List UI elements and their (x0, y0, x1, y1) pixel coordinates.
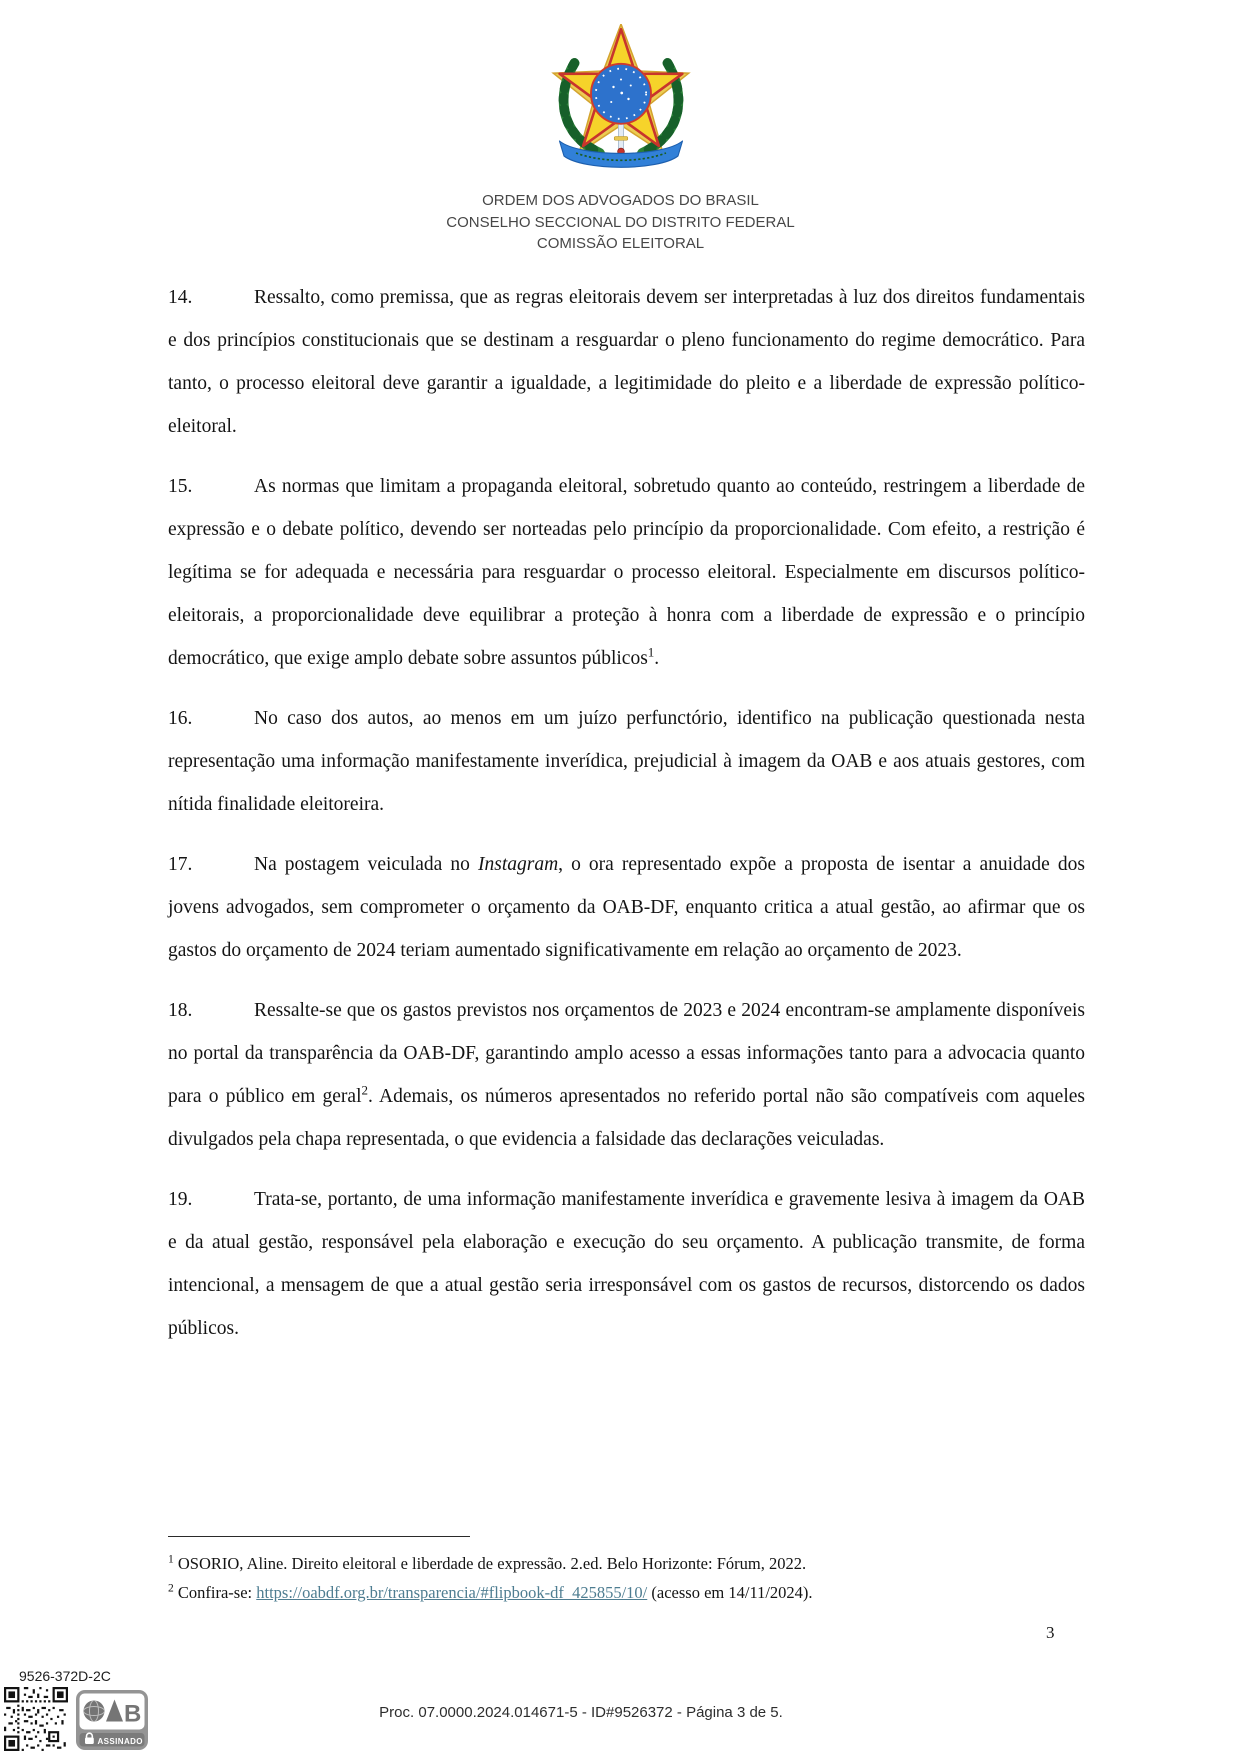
footnote-2 (168, 1578, 1088, 1607)
org-name-line1: ORDEM DOS ADVOGADOS DO BRASIL (482, 192, 759, 209)
footnote-1 (168, 1549, 1088, 1578)
footnote-text: Confira-se: (173, 1583, 257, 1602)
paragraph-14 (168, 276, 1085, 448)
document-code: 9526-372D-2C (19, 1668, 111, 1684)
signed-label: ASSINADO (97, 1736, 143, 1746)
org-name-line2: CONSELHO SECCIONAL DO DISTRITO FEDERAL (446, 213, 795, 231)
page-number: 3 (1046, 1623, 1055, 1642)
footnote-marker: 1 (168, 1553, 174, 1566)
footnote-text: (acesso em 14/11/2024). (647, 1583, 813, 1602)
paragraph-number: 18. (168, 1000, 193, 1021)
document-body (168, 276, 1085, 1367)
oab-logo-letter-b: B (124, 1700, 142, 1728)
paragraph-15 (168, 465, 1085, 680)
paragraph-text: No caso dos autos, ao menos em um juízo perfunctório, identifico na publicação questionada nesta representação uma informação manifestamente inverídica, prejudicial à imagem da OAB e aos atuais gestores, com nítida finalidade eleitoreira. (168, 708, 1085, 815)
paragraph-number: 19. (168, 1189, 193, 1210)
paragraph-text: . (654, 648, 660, 669)
paragraph-19 (168, 1178, 1085, 1350)
org-name-line3: COMISSÃO ELEITORAL (536, 235, 705, 252)
org-header (0, 190, 1241, 255)
paragraph-text: Trata-se, portanto, de uma informação manifestamente inverídica e gravemente lesiva à imagem da OAB e da atual gestão, responsável pela elaboração e execução do seu orçamento. A publicação transmite, de forma intencional, a mensagem de que a atual gestão seria irresponsável com os gastos de recursos, distorcendo os dados públicos. (168, 1189, 1085, 1339)
paragraph-16 (168, 697, 1085, 826)
paragraph-text: , o ora representado expõe a proposta de isentar a anuidade dos jovens advogados, sem comprometer o orçamento da OAB-DF, enquanto critica a atual gestão, ao afirmar que os gastos do orçamento de 2024 teriam aumentado significativamente em relação ao orçamento de 2023. (168, 854, 1085, 961)
footnote-marker: 2 (168, 1582, 174, 1595)
oab-signed-badge (76, 1690, 148, 1750)
qr-code-icon (4, 1687, 68, 1751)
paragraph-number: 17. (168, 854, 193, 875)
instagram-italic-text: Instagram (477, 854, 559, 875)
footnote-text: OSORIO, Aline. Direito eleitoral e liberdade de expressão. 2.ed. Belo Horizonte: Fórum, 2022. (173, 1554, 807, 1573)
paragraph-number: 15. (168, 476, 193, 497)
paragraph-text: Ressalte-se que os gastos previstos nos orçamentos de 2023 e 2024 encontram-se amplamente disponíveis no portal da transparência da OAB-DF, garantindo amplo acesso a essas informações tanto para a advocacia quanto para o público em geral (168, 1000, 1085, 1107)
paragraph-number: 16. (168, 708, 193, 729)
footnote-separator (168, 1536, 470, 1537)
paragraph-number: 14. (168, 287, 193, 308)
paragraph-text: As normas que limitam a propaganda eleitoral, sobretudo quanto ao conteúdo, restringem a liberdade de expressão e o debate político, devendo ser norteadas pelo princípio da proporcionalidade. Com efeito, a restrição é legítima se for adequada e necessária para resguardar o processo eleitoral. Especialmente em discursos político-eleitorais, a proporcionalidade deve equilibrar a proteção à honra com a liberdade de expressão e o princípio democrático, que exige amplo debate sobre assuntos públicos (168, 476, 1085, 669)
brazil-coat-of-arms-icon (546, 24, 696, 174)
paragraph-18 (168, 989, 1085, 1161)
paragraph-text: Na postagem veiculada no (254, 854, 478, 875)
paragraph-text: Ressalto, como premissa, que as regras eleitorais devem ser interpretadas à luz dos direitos fundamentais e dos princípios constitucionais que se destinam a resguardar o pleno funcionamento do regime democrático. Para tanto, o processo eleitoral deve garantir a igualdade, a legitimidade do pleito e a liberdade de expressão político-eleitoral. (168, 287, 1085, 437)
process-footer: Proc. 07.0000.2024.014671-5 - ID#9526372 - Página 3 de 5. (379, 1704, 783, 1721)
paragraph-17 (168, 843, 1085, 972)
paragraph-text: . Ademais, os números apresentados no referido portal não são compatíveis com aqueles divulgados pela chapa representada, o que evidencia a falsidade das declarações veiculadas. (168, 1086, 1085, 1150)
footnote-ref-1: 1 (647, 644, 655, 660)
footnotes (168, 1549, 1088, 1607)
transparency-portal-link[interactable]: https://oabdf.org.br/transparencia/#flipbook-df_425855/10/ (256, 1583, 648, 1602)
footnote-ref-2: 2 (361, 1082, 368, 1098)
